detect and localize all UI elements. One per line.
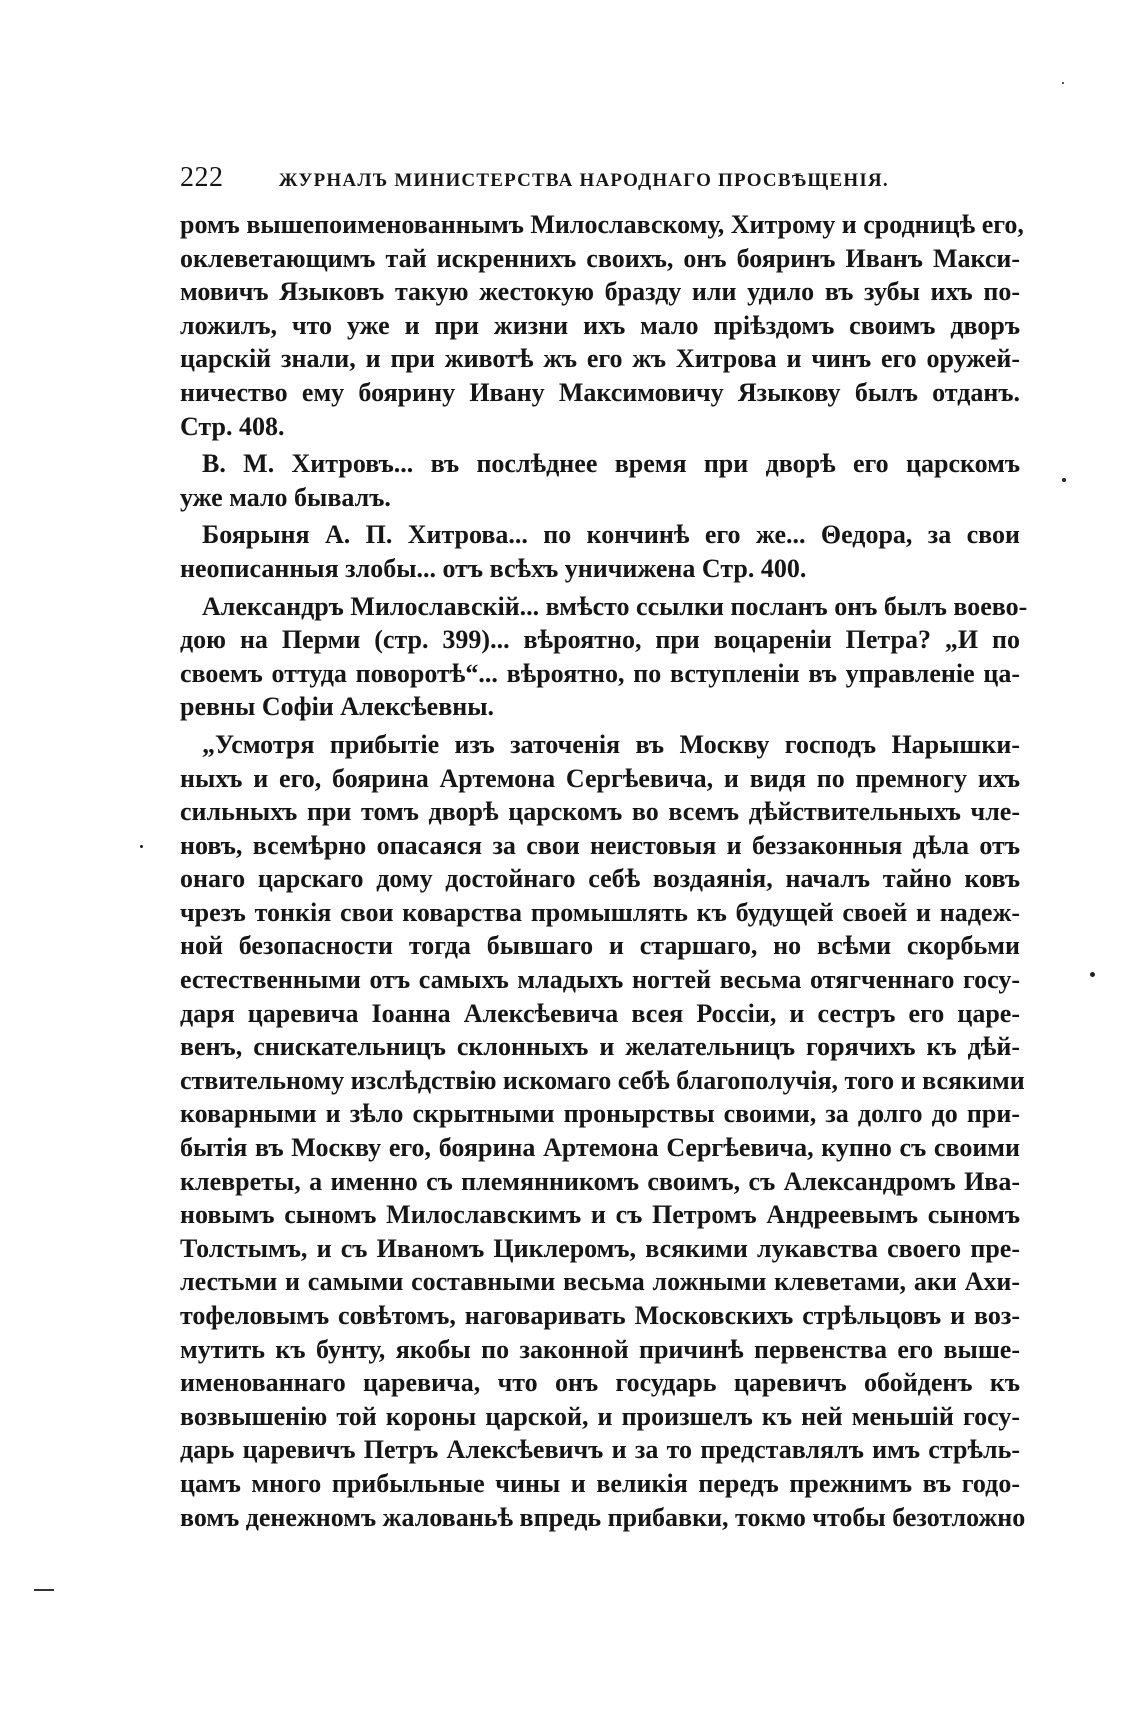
text-line: даря царевича Іоанна Алексѣевича всея Россіи, и сестръ его царе-: [180, 998, 1020, 1028]
body-text: [180, 208, 1028, 1534]
page-number: 222: [180, 162, 224, 193]
text-line: „Усмотря прибытіе изъ заточенія въ Москву господъ Нарышки-: [202, 729, 1020, 759]
text-line: своемъ оттуда поворотѣ“... вѣроятно, по вступленіи въ управленіе ца-: [180, 658, 1020, 688]
text-line: клевреты, а именно съ племянникомъ своимъ, съ Александромъ Ива-: [180, 1166, 1020, 1196]
text-line: коварными и зѣло скрытными пронырствы своими, за долго до при-: [180, 1099, 1020, 1129]
page-header: [180, 162, 1030, 194]
text-line: ной безопасности тогда бывшаго и старшаго, но всѣми скорбьми: [180, 931, 1020, 961]
text-line: вомъ денежномъ жалованьѣ впредь прибавки, токмо чтобы безотложно: [180, 1502, 1026, 1532]
text-line: венъ, снискательницъ склонныхъ и желательницъ горячихъ къ дѣй-: [180, 1032, 1020, 1062]
text-line: Толстымъ, и съ Иваномъ Циклеромъ, всякими лукавства своего пре-: [180, 1233, 1020, 1263]
paragraph: [180, 518, 1020, 585]
text-line: неописанныя злобы... отъ всѣхъ уничижена Стр. 400.: [180, 553, 807, 583]
text-line: онаго царскаго дому достойнаго себѣ воздаянія, началъ тайно ковъ: [180, 864, 1020, 894]
text-line: сильныхъ при томъ дворѣ царскомъ во всемъ дѣйствительныхъ чле-: [180, 797, 1020, 827]
margin-dash: [34, 1589, 54, 1591]
scan-speck: [1062, 82, 1064, 84]
paragraph: [180, 447, 1020, 514]
scan-speck: [1090, 972, 1095, 977]
text-line: естественными отъ самыхъ младыхъ ногтей весьма отягченнаго госу-: [180, 965, 1020, 995]
text-line: ничество ему боярину Ивану Максимовичу Языкову былъ отданъ.: [180, 377, 1020, 407]
text-line: Александръ Милославскій... вмѣсто ссылки посланъ онъ былъ воево-: [202, 591, 1028, 621]
scan-speck: [140, 845, 143, 848]
text-line: ложилъ, что уже и при жизни ихъ мало пріѣздомъ своимъ дворъ: [180, 310, 1020, 340]
text-line: ромъ вышепоименованнымъ Милославскому, Хитрому и сродницѣ его,: [180, 210, 1024, 239]
text-line: В. М. Хитровъ... въ послѣднее время при дворѣ его царскомъ: [202, 449, 1020, 479]
text-line: уже мало бывалъ.: [180, 482, 391, 512]
text-line: дою на Перми (стр. 399)... вѣроятно, при воцареніи Петра? „И по: [180, 625, 1020, 655]
text-line: чрезъ тонкія свои коварства промышлять къ будущей своей и надеж-: [180, 897, 1020, 927]
text-line: Стр. 408.: [180, 411, 285, 441]
text-line: лестьми и самыми составными весьма ложными клеветами, аки Ахи-: [180, 1267, 1020, 1297]
text-line: бытія въ Москву его, боярина Артемона Сергѣевича, купно съ своими: [180, 1133, 1020, 1163]
paragraph: [180, 728, 1026, 1534]
scan-speck: [1062, 478, 1066, 482]
text-line: царскій знали, и при животѣ жъ его жъ Хитрова и чинъ его оружей-: [180, 344, 1020, 374]
text-line: новъ, всемѣрно опасаяся за свои неистовыя и беззаконныя дѣла отъ: [180, 830, 1020, 860]
text-line: тофеловымъ совѣтомъ, наговаривать Московскихъ стрѣльцовъ и воз-: [180, 1301, 1020, 1330]
text-line: возвышенію той короны царской, и произшелъ къ ней меньшій госу-: [180, 1401, 1020, 1431]
text-line: мовичъ Языковъ такую жестокую бразду или удило въ зубы ихъ по-: [180, 277, 1020, 307]
text-line: дарь царевичъ Петръ Алексѣевичъ и за то представлялъ имъ стрѣль-: [180, 1435, 1020, 1465]
paragraph: [180, 208, 1024, 443]
text-line: новымъ сыномъ Милославскимъ и съ Петромъ Андреевымъ сыномъ: [180, 1200, 1020, 1230]
text-line: мутить къ бунту, якобы по законной причинѣ первенства его выше-: [180, 1334, 1020, 1364]
text-line: ныхъ и его, боярина Артемона Сергѣевича, и видя по премногу ихъ: [180, 763, 1020, 793]
text-line: оклеветающимъ тай искреннихъ своихъ, онъ бояринъ Иванъ Макси-: [180, 243, 1020, 273]
text-line: именованнаго царевича, что онъ государь царевичъ обойденъ къ: [180, 1368, 1020, 1398]
text-line: ревны Софіи Алексѣевны.: [180, 692, 495, 722]
running-title: ЖУРНАЛЪ МИНИСТЕРСТВА НАРОДНАГО ПРОСВѢЩЕНІЯ.: [278, 170, 889, 191]
text-line: Боярыня А. П. Хитрова... по кончинѣ его же... Θедора, за свои: [202, 520, 1020, 550]
text-line: цамъ много прибыльные чины и великія передъ прежнимъ въ годо-: [180, 1468, 1020, 1498]
text-line: ствительному изслѣдствію искомаго себѣ благополучія, того и всякими: [180, 1065, 1025, 1095]
paragraph: [180, 590, 1028, 724]
